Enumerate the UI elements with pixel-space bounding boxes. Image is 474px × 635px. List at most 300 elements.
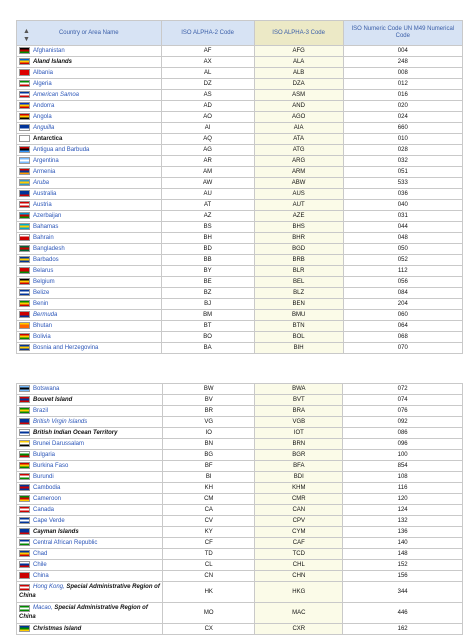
alpha3-code-cell: ALB xyxy=(254,68,343,79)
numeric-code-cell: 152 xyxy=(343,560,463,571)
country-flag-icon xyxy=(19,462,30,469)
country-name-cell xyxy=(17,483,163,494)
column-header-alpha2[interactable] xyxy=(161,21,254,46)
country-name-cell xyxy=(17,527,163,538)
country-flag-icon xyxy=(19,245,30,252)
numeric-code-cell: 344 xyxy=(343,582,463,603)
alpha2-code-cell: BA xyxy=(161,343,254,354)
country-name-cell xyxy=(17,288,162,299)
alpha2-code-cell: AI xyxy=(161,123,254,134)
alpha2-code-cell: CX xyxy=(163,624,255,635)
alpha2-code-cell: CL xyxy=(163,560,255,571)
sort-arrows-icon[interactable]: ▲ ▼ xyxy=(23,28,30,43)
table-row xyxy=(17,439,463,450)
country-name-link[interactable]: American Samoa xyxy=(33,91,80,98)
numeric-code-cell: 112 xyxy=(343,266,462,277)
numeric-code-cell: 040 xyxy=(343,200,462,211)
country-flag-icon xyxy=(19,506,30,513)
alpha3-code-cell: AUS xyxy=(254,189,343,200)
alpha2-code-cell: AF xyxy=(161,46,254,57)
country-flag-icon xyxy=(19,58,30,65)
alpha2-code-cell: BE xyxy=(161,277,254,288)
alpha3-code-cell: AUT xyxy=(254,200,343,211)
table-row xyxy=(17,332,463,343)
country-flag-icon xyxy=(19,584,30,591)
alpha3-code-cell: BVT xyxy=(255,395,343,406)
country-flag-icon xyxy=(19,322,30,329)
table-row xyxy=(17,277,463,288)
alpha2-code-cell: AM xyxy=(161,167,254,178)
table-row xyxy=(17,145,463,156)
country-name-cell xyxy=(17,461,163,472)
alpha2-code-cell: BF xyxy=(163,461,255,472)
numeric-code-cell: 533 xyxy=(343,178,462,189)
table-row xyxy=(17,57,463,68)
country-name-cell xyxy=(17,417,163,428)
alpha2-code-cell: IO xyxy=(163,428,255,439)
country-name-cell xyxy=(17,538,163,549)
alpha3-code-cell: BRN xyxy=(255,439,343,450)
country-flag-icon xyxy=(19,484,30,491)
alpha3-code-cell: CXR xyxy=(255,624,343,635)
alpha2-code-cell: BW xyxy=(163,384,255,395)
country-flag-icon xyxy=(19,451,30,458)
country-flag-icon xyxy=(19,234,30,241)
country-name-cell xyxy=(17,90,162,101)
table-row xyxy=(17,527,463,538)
numeric-code-cell: 108 xyxy=(343,472,463,483)
alpha2-code-cell: KY xyxy=(163,527,255,538)
numeric-code-cell: 004 xyxy=(343,46,462,57)
country-name-link[interactable]: Bulgaria xyxy=(33,451,56,458)
numeric-code-cell: 248 xyxy=(343,57,462,68)
country-flag-icon xyxy=(19,157,30,164)
country-flag-icon xyxy=(19,333,30,340)
country-name-cell xyxy=(17,603,163,624)
numeric-code-cell: 016 xyxy=(343,90,462,101)
alpha2-code-cell: TD xyxy=(163,549,255,560)
alpha2-code-cell: AL xyxy=(161,68,254,79)
numeric-code-cell: 148 xyxy=(343,549,463,560)
country-flag-icon xyxy=(19,135,30,142)
alpha3-code-cell: BRB xyxy=(254,255,343,266)
table-row xyxy=(17,134,463,145)
country-name-link[interactable]: Belarus xyxy=(33,267,54,274)
table-row xyxy=(17,603,463,624)
alpha3-code-cell: CHN xyxy=(255,571,343,582)
alpha3-code-cell: CAN xyxy=(255,505,343,516)
country-name-link[interactable]: Angola xyxy=(33,113,52,120)
alpha2-code-cell: BJ xyxy=(161,299,254,310)
country-flag-icon xyxy=(19,179,30,186)
country-flag-icon xyxy=(19,168,30,175)
alpha3-code-cell: VGB xyxy=(255,417,343,428)
country-name-link[interactable]: Bolivia xyxy=(33,333,51,340)
table-row xyxy=(17,395,463,406)
alpha3-code-cell: CAF xyxy=(255,538,343,549)
country-name-cell xyxy=(17,189,162,200)
alpha3-code-cell: CMR xyxy=(255,494,343,505)
column-header-country-name[interactable] xyxy=(17,21,162,46)
country-flag-icon xyxy=(19,300,30,307)
country-name-cell xyxy=(17,101,162,112)
table-row xyxy=(17,68,463,79)
numeric-code-cell: 051 xyxy=(343,167,462,178)
country-name-link[interactable]: Andorra xyxy=(33,102,55,109)
alpha3-code-cell: BTN xyxy=(254,321,343,332)
country-flag-icon xyxy=(19,311,30,318)
country-flag-icon xyxy=(19,605,30,612)
country-flag-icon xyxy=(19,344,30,351)
country-flag-icon xyxy=(19,113,30,120)
numeric-code-cell: 028 xyxy=(343,145,462,156)
alpha3-code-cell: AIA xyxy=(254,123,343,134)
alpha3-code-cell: AZE xyxy=(254,211,343,222)
alpha3-code-cell: BHR xyxy=(254,233,343,244)
country-name-cell xyxy=(17,57,162,68)
country-name-link[interactable]: Argentina xyxy=(33,157,59,164)
country-name-link[interactable]: Belgium xyxy=(33,278,55,285)
country-name-cell xyxy=(17,439,163,450)
country-flag-icon xyxy=(19,407,30,414)
country-name-cell xyxy=(17,178,162,189)
country-name-link[interactable]: Albania xyxy=(33,69,54,76)
numeric-code-cell: 068 xyxy=(343,332,462,343)
country-name-cell xyxy=(17,321,162,332)
country-flag-icon xyxy=(19,212,30,219)
country-name-cell xyxy=(17,332,162,343)
alpha3-code-cell: BFA xyxy=(255,461,343,472)
alpha2-code-cell: AQ xyxy=(161,134,254,145)
alpha3-code-cell: BGD xyxy=(254,244,343,255)
table-row xyxy=(17,538,463,549)
country-flag-icon xyxy=(19,440,30,447)
alpha2-code-cell: BN xyxy=(163,439,255,450)
table-body-1 xyxy=(17,46,463,354)
country-name-cell xyxy=(17,624,163,635)
table-body-2 xyxy=(17,384,463,635)
country-name-link[interactable]: Belize xyxy=(33,289,50,296)
country-name-link[interactable]: Bahrain xyxy=(33,234,54,241)
alpha2-code-cell: BO xyxy=(161,332,254,343)
column-header-alpha3-label: ISO ALPHA-3 Code xyxy=(272,30,325,36)
country-name-link[interactable]: Canada xyxy=(33,506,55,513)
numeric-code-cell: 056 xyxy=(343,277,462,288)
alpha3-code-cell: HKG xyxy=(255,582,343,603)
country-name-link[interactable]: Bhutan xyxy=(33,322,53,329)
country-flag-icon xyxy=(19,91,30,98)
table-row xyxy=(17,222,463,233)
alpha2-code-cell: BD xyxy=(161,244,254,255)
alpha2-code-cell: AD xyxy=(161,101,254,112)
country-name-text: Bouvet Island xyxy=(33,396,73,403)
country-name-suffix: Special Administrative Region of China xyxy=(19,605,148,620)
country-name-text: Antarctica xyxy=(33,135,63,142)
country-name-link[interactable]: Hong Kong, xyxy=(33,584,65,591)
country-name-cell xyxy=(17,505,163,516)
numeric-code-cell: 072 xyxy=(343,384,463,395)
numeric-code-cell: 162 xyxy=(343,624,463,635)
country-name-link[interactable]: Benin xyxy=(33,300,49,307)
country-name-link[interactable]: China xyxy=(33,572,49,579)
table-row xyxy=(17,244,463,255)
country-name-cell xyxy=(17,384,163,395)
table-row xyxy=(17,233,463,244)
numeric-code-cell: 140 xyxy=(343,538,463,549)
alpha2-code-cell: BM xyxy=(161,310,254,321)
country-name-cell xyxy=(17,549,163,560)
alpha2-code-cell: KH xyxy=(163,483,255,494)
alpha2-code-cell: AT xyxy=(161,200,254,211)
table-row xyxy=(17,211,463,222)
alpha3-code-cell: ABW xyxy=(254,178,343,189)
country-name-link[interactable]: Bermuda xyxy=(33,311,58,318)
country-name-link[interactable]: Chad xyxy=(33,550,48,557)
country-name-link[interactable]: Macao, xyxy=(33,605,53,612)
country-name-cell xyxy=(17,450,163,461)
alpha2-code-cell: AS xyxy=(161,90,254,101)
alpha2-code-cell: BV xyxy=(163,395,255,406)
country-flag-icon xyxy=(19,517,30,524)
alpha2-code-cell: CV xyxy=(163,516,255,527)
country-flag-icon xyxy=(19,102,30,109)
country-name-cell xyxy=(17,200,162,211)
country-flag-icon xyxy=(19,539,30,546)
numeric-code-cell: 032 xyxy=(343,156,462,167)
alpha3-code-cell: AGO xyxy=(254,112,343,123)
alpha3-code-cell: AFG xyxy=(254,46,343,57)
table-row xyxy=(17,167,463,178)
table-row xyxy=(17,288,463,299)
alpha2-code-cell: BG xyxy=(163,450,255,461)
country-name-link[interactable]: Cape Verde xyxy=(33,517,65,524)
alpha2-code-cell: VG xyxy=(163,417,255,428)
country-name-cell xyxy=(17,244,162,255)
numeric-code-cell: 010 xyxy=(343,134,462,145)
alpha2-code-cell: BZ xyxy=(161,288,254,299)
numeric-code-cell: 136 xyxy=(343,527,463,538)
table-row xyxy=(17,483,463,494)
numeric-code-cell: 052 xyxy=(343,255,462,266)
table-row xyxy=(17,310,463,321)
country-name-link[interactable]: Barbados xyxy=(33,256,59,263)
alpha3-code-cell: IOT xyxy=(255,428,343,439)
numeric-code-cell: 064 xyxy=(343,321,462,332)
country-flag-icon xyxy=(19,289,30,296)
country-flag-icon xyxy=(19,80,30,87)
country-name-link[interactable]: Central African Republic xyxy=(33,539,98,546)
numeric-code-cell: 060 xyxy=(343,310,462,321)
alpha2-code-cell: CM xyxy=(163,494,255,505)
alpha2-code-cell: HK xyxy=(163,582,255,603)
country-name-suffix: Special Administrative Region of China xyxy=(19,584,160,599)
country-code-table-1 xyxy=(16,20,463,354)
country-name-link[interactable]: Burkina Faso xyxy=(33,462,69,469)
table-row xyxy=(17,101,463,112)
country-name-link[interactable]: Bangladesh xyxy=(33,245,65,252)
country-name-link[interactable]: British Virgin Islands xyxy=(33,418,88,425)
table-row xyxy=(17,46,463,57)
alpha2-code-cell: AX xyxy=(161,57,254,68)
alpha2-code-cell: DZ xyxy=(161,79,254,90)
country-flag-icon xyxy=(19,550,30,557)
alpha3-code-cell: ARM xyxy=(254,167,343,178)
column-header-alpha3[interactable] xyxy=(254,21,343,46)
alpha2-code-cell: BI xyxy=(163,472,255,483)
column-header-numeric-label: ISO Numeric Code UN M49 Numerical Code xyxy=(351,26,455,39)
numeric-code-cell: 086 xyxy=(343,428,463,439)
country-name-link[interactable]: Armenia xyxy=(33,168,56,175)
country-name-link[interactable]: Azerbaijan xyxy=(33,212,62,219)
country-name-link[interactable]: Cameroon xyxy=(33,495,62,502)
alpha3-code-cell: ATG xyxy=(254,145,343,156)
country-name-link[interactable]: Cambodia xyxy=(33,484,61,491)
country-name-cell xyxy=(17,299,162,310)
table-row xyxy=(17,321,463,332)
alpha2-code-cell: CA xyxy=(163,505,255,516)
alpha3-code-cell: ALA xyxy=(254,57,343,68)
country-name-cell xyxy=(17,156,162,167)
alpha3-code-cell: DZA xyxy=(254,79,343,90)
country-flag-icon xyxy=(19,561,30,568)
alpha3-code-cell: BLR xyxy=(254,266,343,277)
country-name-cell xyxy=(17,46,162,57)
alpha3-code-cell: BRA xyxy=(255,406,343,417)
numeric-code-cell: 036 xyxy=(343,189,462,200)
alpha3-code-cell: BWA xyxy=(255,384,343,395)
alpha3-code-cell: MAC xyxy=(255,603,343,624)
country-name-cell xyxy=(17,123,162,134)
alpha2-code-cell: AZ xyxy=(161,211,254,222)
country-name-text: Christmas Island xyxy=(33,625,82,632)
table-row xyxy=(17,189,463,200)
numeric-code-cell: 120 xyxy=(343,494,463,505)
country-flag-icon xyxy=(19,429,30,436)
table-row xyxy=(17,266,463,277)
country-flag-icon xyxy=(19,190,30,197)
country-name-cell xyxy=(17,68,162,79)
table-row xyxy=(17,624,463,635)
country-flag-icon xyxy=(19,201,30,208)
country-name-cell xyxy=(17,145,162,156)
table-row xyxy=(17,428,463,439)
country-name-link[interactable]: Algeria xyxy=(33,80,52,87)
country-name-cell xyxy=(17,343,162,354)
country-name-cell xyxy=(17,134,162,145)
country-name-cell xyxy=(17,571,163,582)
table-row xyxy=(17,417,463,428)
table-row xyxy=(17,472,463,483)
country-name-cell xyxy=(17,406,163,417)
alpha3-code-cell: TCD xyxy=(255,549,343,560)
table-row xyxy=(17,450,463,461)
alpha3-code-cell: BGR xyxy=(255,450,343,461)
table-row xyxy=(17,505,463,516)
alpha2-code-cell: AO xyxy=(161,112,254,123)
country-name-cell xyxy=(17,211,162,222)
country-flag-icon xyxy=(19,278,30,285)
alpha3-code-cell: CYM xyxy=(255,527,343,538)
country-name-cell xyxy=(17,277,162,288)
numeric-code-cell: 076 xyxy=(343,406,463,417)
alpha2-code-cell: BT xyxy=(161,321,254,332)
country-flag-icon xyxy=(19,47,30,54)
alpha3-code-cell: CPV xyxy=(255,516,343,527)
country-name-link[interactable]: Burundi xyxy=(33,473,54,480)
table-row xyxy=(17,582,463,603)
country-name-link[interactable]: Afghanistan xyxy=(33,47,65,54)
country-name-cell xyxy=(17,516,163,527)
table-row xyxy=(17,299,463,310)
country-flag-icon xyxy=(19,625,30,632)
table-row xyxy=(17,549,463,560)
alpha3-code-cell: AND xyxy=(254,101,343,112)
country-name-link[interactable]: Chile xyxy=(33,561,47,568)
country-name-cell xyxy=(17,494,163,505)
numeric-code-cell: 100 xyxy=(343,450,463,461)
country-name-cell xyxy=(17,472,163,483)
alpha3-code-cell: BOL xyxy=(254,332,343,343)
alpha2-code-cell: BB xyxy=(161,255,254,266)
table-row xyxy=(17,343,463,354)
country-name-cell xyxy=(17,310,162,321)
country-flag-icon xyxy=(19,256,30,263)
alpha2-code-cell: AR xyxy=(161,156,254,167)
country-name-cell xyxy=(17,222,162,233)
numeric-code-cell: 204 xyxy=(343,299,462,310)
country-name-link[interactable]: Austria xyxy=(33,201,52,208)
table-row xyxy=(17,178,463,189)
alpha2-code-cell: AU xyxy=(161,189,254,200)
alpha3-code-cell: BMU xyxy=(254,310,343,321)
alpha2-code-cell: BY xyxy=(161,266,254,277)
table-row xyxy=(17,255,463,266)
country-name-link[interactable]: Bahamas xyxy=(33,223,59,230)
alpha2-code-cell: BS xyxy=(161,222,254,233)
country-flag-icon xyxy=(19,418,30,425)
country-name-link[interactable]: Anguilla xyxy=(33,124,55,131)
country-name-link[interactable]: Aruba xyxy=(33,179,50,186)
column-header-numeric[interactable] xyxy=(343,21,462,46)
country-name-cell xyxy=(17,428,163,439)
country-flag-icon xyxy=(19,396,30,403)
country-flag-icon xyxy=(19,223,30,230)
country-flag-icon xyxy=(19,267,30,274)
country-name-link[interactable]: Brazil xyxy=(33,407,49,414)
alpha3-code-cell: KHM xyxy=(255,483,343,494)
country-name-cell xyxy=(17,266,162,277)
column-header-country-name-label: Country or Area Name xyxy=(58,30,119,36)
numeric-code-cell: 048 xyxy=(343,233,462,244)
country-name-link[interactable]: Brunei Darussalam xyxy=(33,440,85,447)
alpha2-code-cell: AG xyxy=(161,145,254,156)
country-name-link[interactable]: Botswana xyxy=(33,385,60,392)
country-code-table-2 xyxy=(16,383,463,635)
numeric-code-cell: 008 xyxy=(343,68,462,79)
country-name-link[interactable]: Bosnia and Herzegovina xyxy=(33,344,99,351)
country-name-cell xyxy=(17,167,162,178)
country-flag-icon xyxy=(19,146,30,153)
country-name-link[interactable]: Antigua and Barbuda xyxy=(33,146,90,153)
alpha3-code-cell: BDI xyxy=(255,472,343,483)
alpha2-code-cell: BH xyxy=(161,233,254,244)
country-name-link[interactable]: Australia xyxy=(33,190,57,197)
numeric-code-cell: 074 xyxy=(343,395,463,406)
country-name-cell xyxy=(17,233,162,244)
numeric-code-cell: 084 xyxy=(343,288,462,299)
numeric-code-cell: 116 xyxy=(343,483,463,494)
table-row xyxy=(17,123,463,134)
